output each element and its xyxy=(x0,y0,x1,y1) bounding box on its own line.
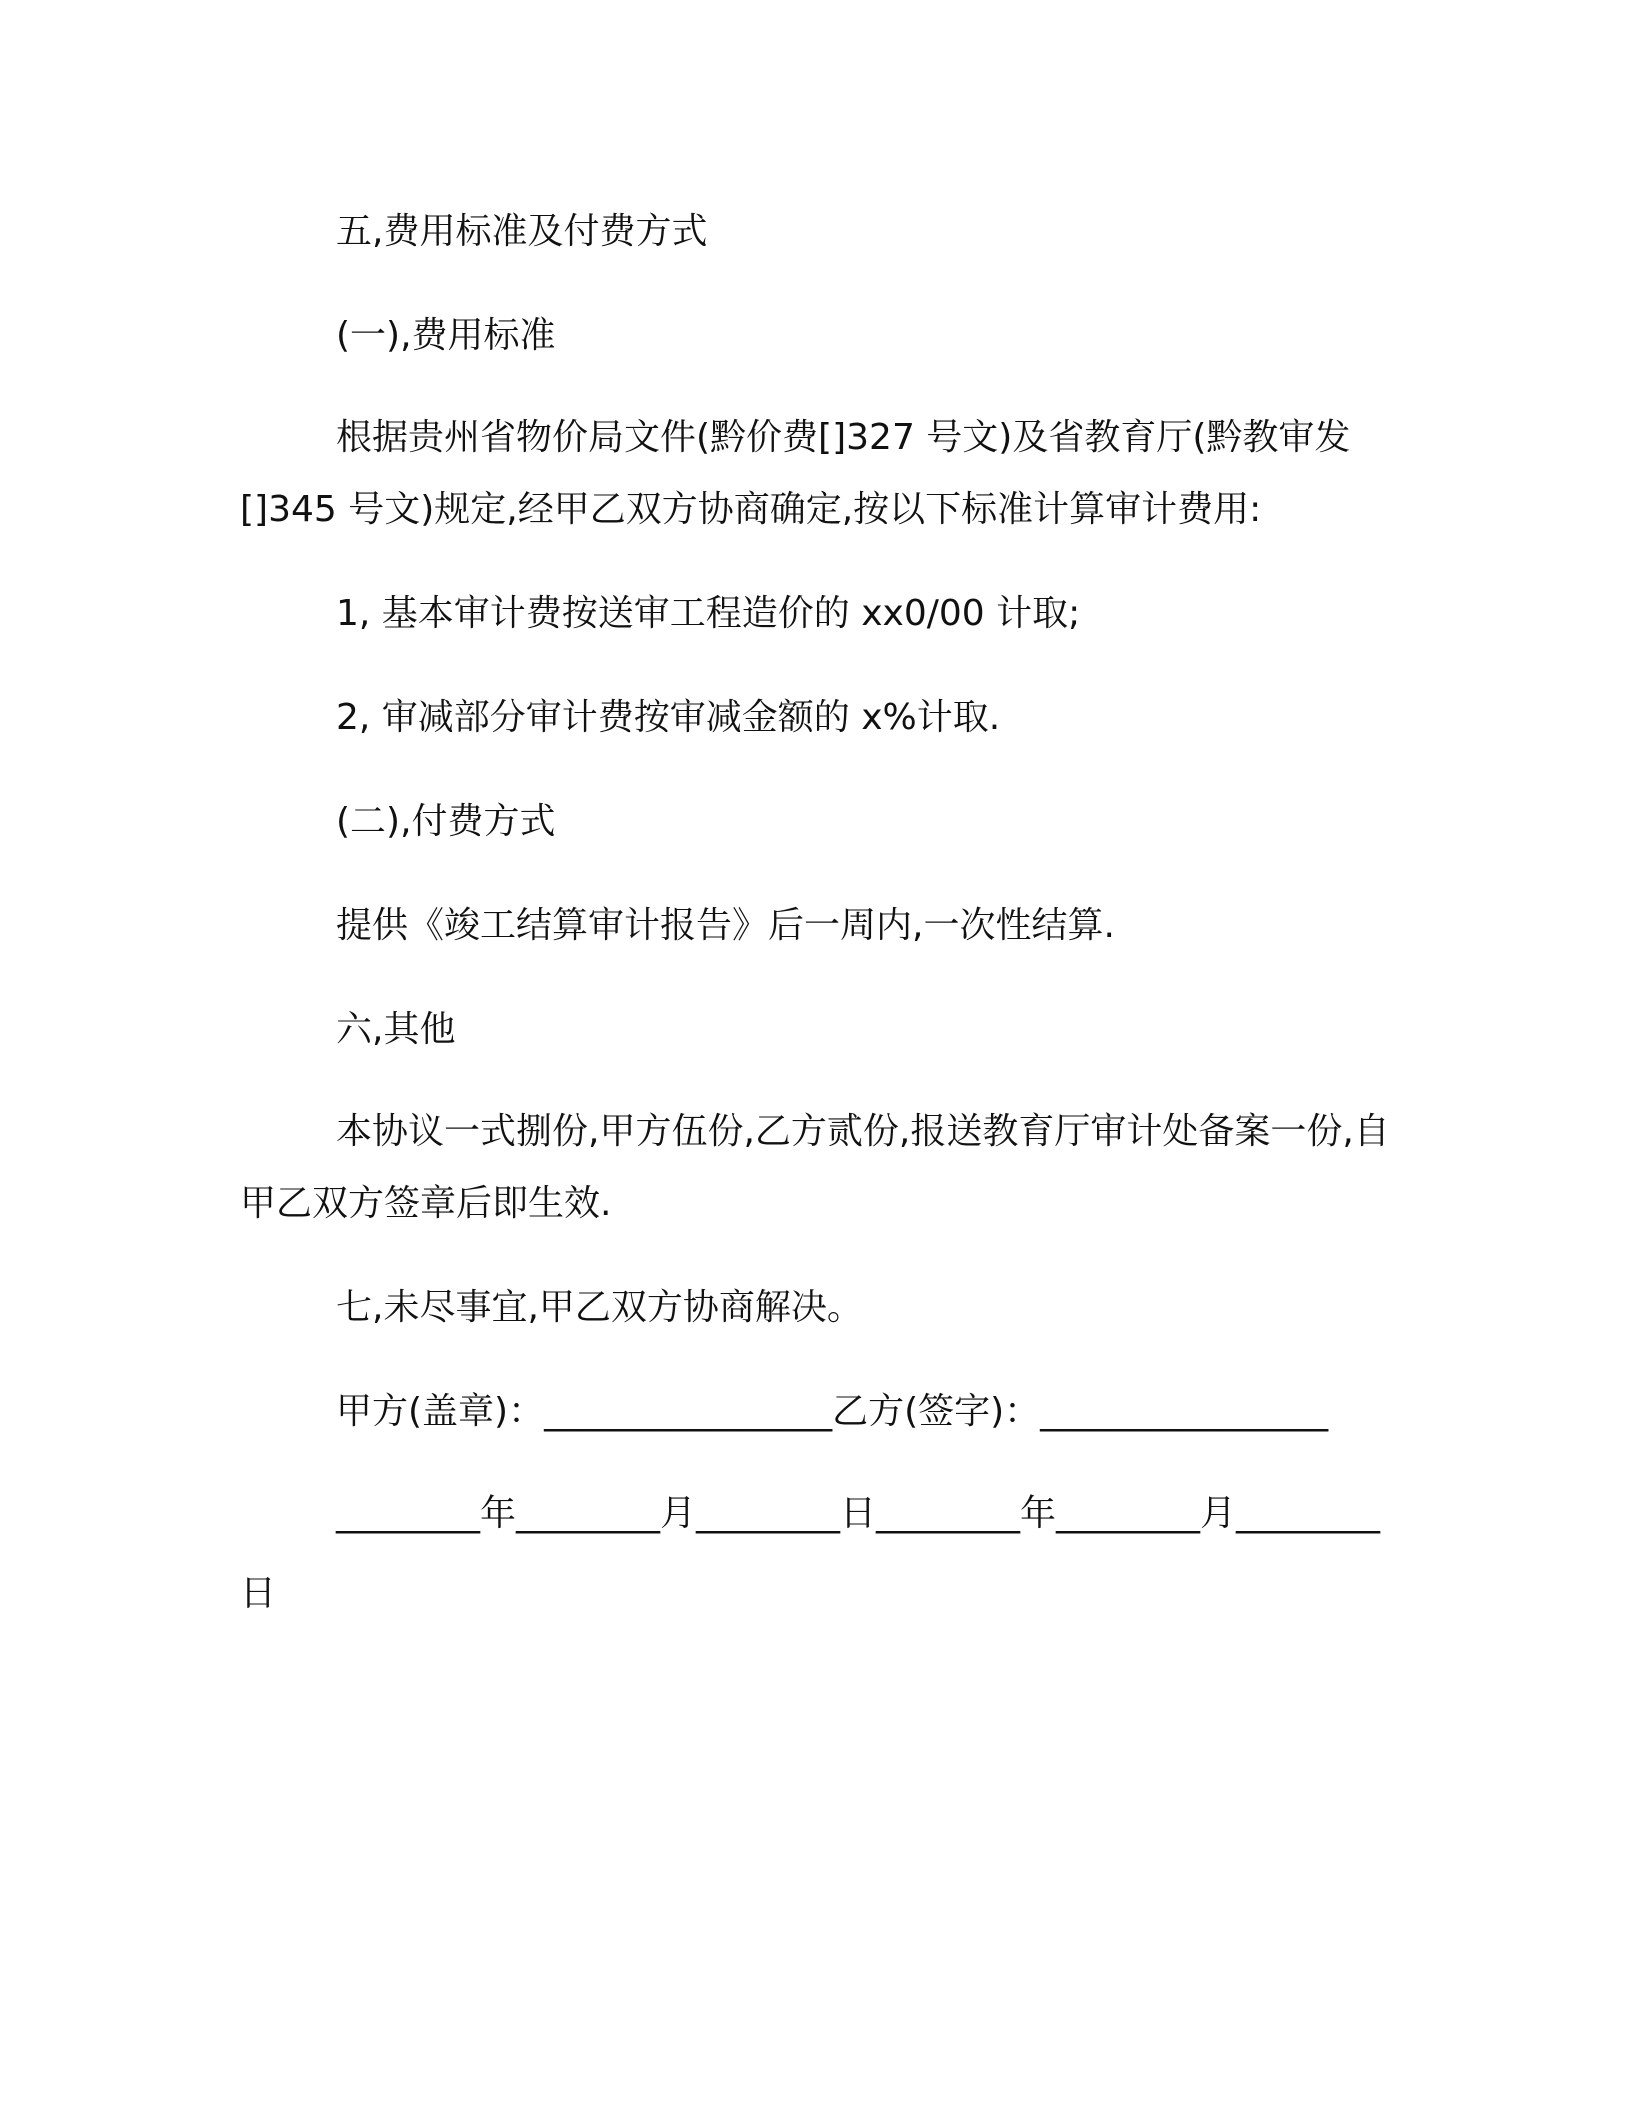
fee-item-2: 2, 审减部分审计费按审减金额的 x%计取. xyxy=(336,697,1001,738)
section-6-heading: 六,其他 xyxy=(336,1009,456,1050)
section-7-paragraph: 七,未尽事宜,甲乙双方协商解决。 xyxy=(336,1287,863,1328)
document-body xyxy=(240,186,1392,1634)
section-5-heading: 五,费用标准及付费方式 xyxy=(336,211,708,252)
fee-item-1: 1, 基本审计费按送审工程造价的 xx0/00 计取; xyxy=(336,593,1081,634)
subsection-2-heading: (二),付费方式 xyxy=(336,801,556,842)
subsection-1-heading: (一),费用标准 xyxy=(336,315,556,356)
fee-basis-paragraph: 根据贵州省物价局文件(黔价费[]327 号文)及省教育厅(黔教审发[]345 号文)规定,经甲乙双方协商确定,按以下标准计算审计费用: xyxy=(240,417,1351,530)
date-line: ________年________月________日________年________月________日 xyxy=(240,1493,1380,1614)
payment-paragraph: 提供《竣工结算审计报告》后一周内,一次性结算. xyxy=(336,905,1115,946)
signature-line: 甲方(盖章)：________________乙方(签字)：________________ xyxy=(336,1391,1329,1432)
copies-paragraph: 本协议一式捌份,甲方伍份,乙方贰份,报送教育厅审计处备案一份,自甲乙双方签章后即生效. xyxy=(240,1111,1390,1224)
